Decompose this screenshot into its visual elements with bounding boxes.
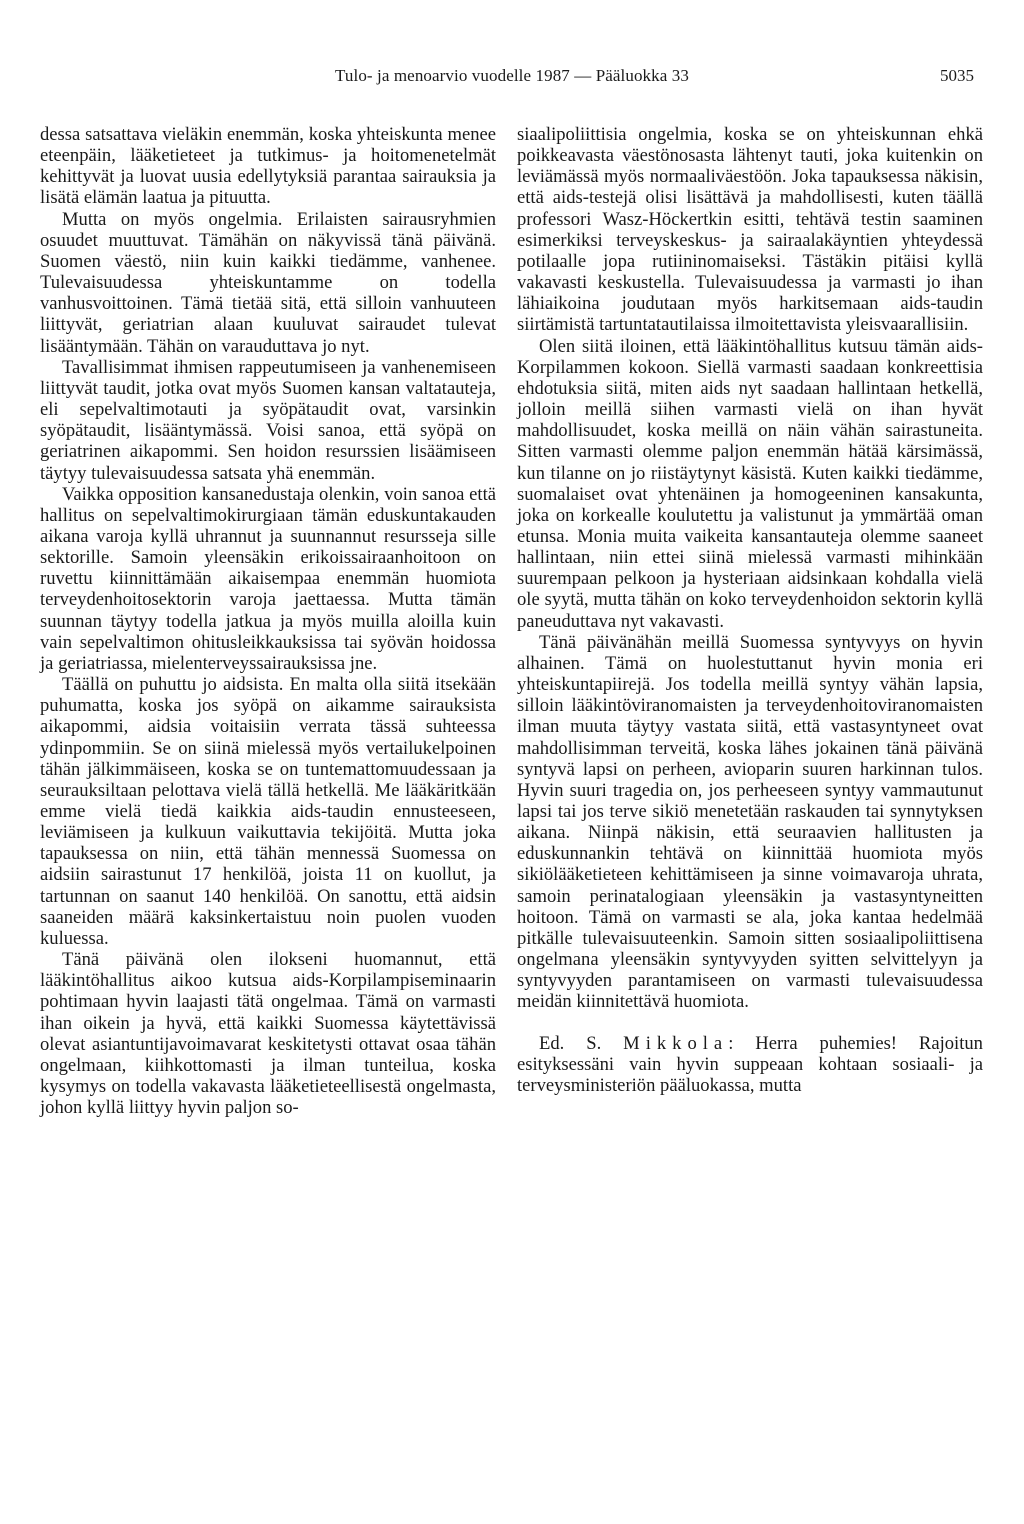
left-column xyxy=(40,124,496,1118)
paragraph: siaalipoliittisia ongelmia, koska se on yhteiskunnan ehkä poikkeavasta väestönosasta lähtenyt tauti, joka kuitenkin on leviämässä myös normaaliväestöön. Joka tapauksessa näkisin, että aids-testejä olisi lisättävä ja mahdollisesti, kuten täällä professori Wasz-Höckertkin esitti, tehtävä testin saaminen esimerkiksi terveyskeskus- ja sairaalakäyntien yhteydessä potilaalle jopa rutiininomaiseksi. Tästäkin pitäisi kyllä vakavasti keskustella. Tulevaisuudessa ja varmasti jo ihan lähiaikoina joudutaan myös harkitsemaan aids-taudin siirtämistä tartuntatautilaissa ilmoitettavista yleisvaarallisiin. xyxy=(517,124,983,336)
speaker-name: Mikkola xyxy=(623,1032,729,1054)
paragraph: Täällä on puhuttu jo aidsista. En malta olla siitä itsekään puhumatta, koska jos syöpä on aikamme sairauksista aikapommi, aidsia voitaisiin verrata tässä suhteessa ydinpommiin. Se on siinä mielessä myös vertailukelpoinen tähän jälkimmäiseen, koska se on tuntemattomuudessaan ja seurauksiltaan pelottava vielä tällä hetkellä. Me lääkäritkään emme vielä tiedä kaikkia aids-taudin ennusteeseen, leviämiseen ja kulkuun vaikuttavia tekijöitä. Mutta joka tapauksessa on niin, että tähän mennessä Suomessa on aidsiin sairastunut 17 henkilöä, joista 11 on kuollut, ja tartunnan on saanut 140 henkilöä. On sanottu, että aidsin saaneiden määrä kaksinkertaistuu noin puolen vuoden kuluessa. xyxy=(40,674,496,949)
speaker-text: : Herra puhemies! Rajoitun esityksessäni vain hyvin suppeaan kohtaan sosiaali- ja terveysministeriön pääluokassa, mutta xyxy=(517,1032,983,1096)
speaker-prefix: Ed. S. xyxy=(539,1032,602,1054)
page-header xyxy=(0,66,1024,88)
paragraph: Olen siitä iloinen, että lääkintöhallitus kutsuu tämän aids-Korpilammen kokoon. Siellä varmasti saadaan konkreettisia ehdotuksia siitä, miten aids nyt saadaan hallintaan hetkellä, jolloin meillä siihen varmasti vielä on ihan hyvät mahdollisuudet, koska meillä on näin vähän sairastuneita. Sitten varmasti olemme paljon enemmän hätää kärsimässä, kun tilanne on jo riistäytynyt käsistä. Kuten kaikki tiedämme, suomalaiset ovat yhtenäinen ja homogeeninen kansakunta, joka on korkealle koulutettu ja valistunut ja ymmärtää oman etunsa. Monia muita vaikeita kansantauteja olemme saaneet hallintaan, niin ettei siinä mielessä varmasti mihinkään suurempaan pelkoon ja hysteriaan aidsinkaan kohdalla vielä ole syytä, mutta tähän on koko terveydenhoidon sektorin kyllä paneuduttava nyt vakavasti. xyxy=(517,335,983,632)
paragraph: Tänä päivänähän meillä Suomessa syntyvyys on hyvin alhainen. Tämä on huolestuttanut hyvin monia eri yhteiskuntapiirejä. Jos todella meillä syntyy vähän lapsia, silloin lääkintöviranomaisten ja terveydenhoitoviranomaisten ilman muuta täytyy vastata siitä, että vastasyntyneet ovat mahdollisimman terveitä, koska lähes jokainen tänä päivänä syntyvä lapsi on perheen, avioparin suuren harkinnan tulos. Hyvin suuri tragedia on, jos perheeseen syntyy vammautunut lapsi tai jos terve sikiö menetetään raskauden tai synnytyksen aikana. Niinpä näkisin, että seuraavien hallitusten ja eduskunnankin tehtävä on kiinnittää huomiota myös sikiölääketieteen kehittämiseen ja sinne voimavaroja uhrata, samoin perinatalogiaan yleensäkin ja vastasyntyneitten hoitoon. Tämä on varmasti se ala, joka kantaa hedelmää pitkälle tulevaisuuteenkin. Samoin sitten sosiaalipoliittisena ongelmana yleensäkin syntyvyyden syitten selvittelyyn ja syntyvyyden parantamiseen on varmasti tulevaisuudessa meidän kiinnitettävä huomiota. xyxy=(517,631,983,1013)
speaker-paragraph xyxy=(517,1033,983,1096)
paragraph: Vaikka opposition kansanedustaja olenkin, voin sanoa että hallitus on sepelvaltimokirurgiaan tämän eduskuntakauden aikana varoja kyllä uhrannut ja suunnannut resursseja sille sektorille. Samoin yleensäkin erikoissairaanhoitoon on ruvettu kiinnittämään aikaisempaa enemmän huomiota terveydenhoitosektorin varoja jaettaessa. Mutta tämän suunnan täytyy todella jatkua ja myös muilla aloilla kuin vain sepelvaltimon ohitusleikkauksissa tai syövän hoidossa ja geriatriassa, mielenterveyssairauksissa jne. xyxy=(40,483,496,674)
right-column xyxy=(517,124,983,1096)
running-title: Tulo- ja menoarvio vuodelle 1987 — Pääluokka 33 xyxy=(335,66,689,85)
paragraph: Mutta on myös ongelmia. Erilaisten sairausryhmien osuudet muuttuvat. Tämähän on näkyvissä tänä päivänä. Suomen väestö, niin kuin kaikki tiedämme, vanhenee. Tulevaisuudessa yhteiskuntamme on todella vanhusvoittoinen. Tämä tietää sitä, että silloin vanhuuteen liittyvät, geriatrian alaan kuuluvat sairaudet tulevat lisääntymään. Tähän on varauduttava jo nyt. xyxy=(40,208,496,357)
page-number: 5035 xyxy=(940,66,974,85)
paragraph: Tänä päivänä olen ilokseni huomannut, että lääkintöhallitus aikoo kutsua aids-Korpilampiseminaarin pohtimaan hyvin laajasti tätä ongelmaa. Tämä on varmasti ihan oikein ja hyvä, että kaikki Suomessa käytettävissä olevat asiantuntijavoimavarat keskitetysti ottavat osaa tähän ongelmaan, kiihkottomasti ja ilman tunteilua, koska kysymys on todella vakavasta lääketieteellisestä ongelmasta, johon kyllä liittyy hyvin paljon so- xyxy=(40,949,496,1119)
paragraph: Tavallisimmat ihmisen rappeutumiseen ja vanhenemiseen liittyvät taudit, jotka ovat myös Suomen kansan valtatauteja, eli sepelvaltimotauti ja syöpätaudit ovat, varsinkin syöpätaudit, lisääntymässä. Voisi sanoa, että syöpä on geriatrinen aikapommi. Sen hoidon resurssien lisäämiseen täytyy tulevaisuudessa satsata yhä enemmän. xyxy=(40,356,496,484)
paragraph: dessa satsattava vieläkin enemmän, koska yhteiskunta menee eteenpäin, lääketieteet ja tutkimus- ja hoitomenetelmät kehittyvät ja luovat uusia edellytyksiä parantaa sairauksia ja lisätä elämän laatua ja pituutta. xyxy=(40,124,496,209)
